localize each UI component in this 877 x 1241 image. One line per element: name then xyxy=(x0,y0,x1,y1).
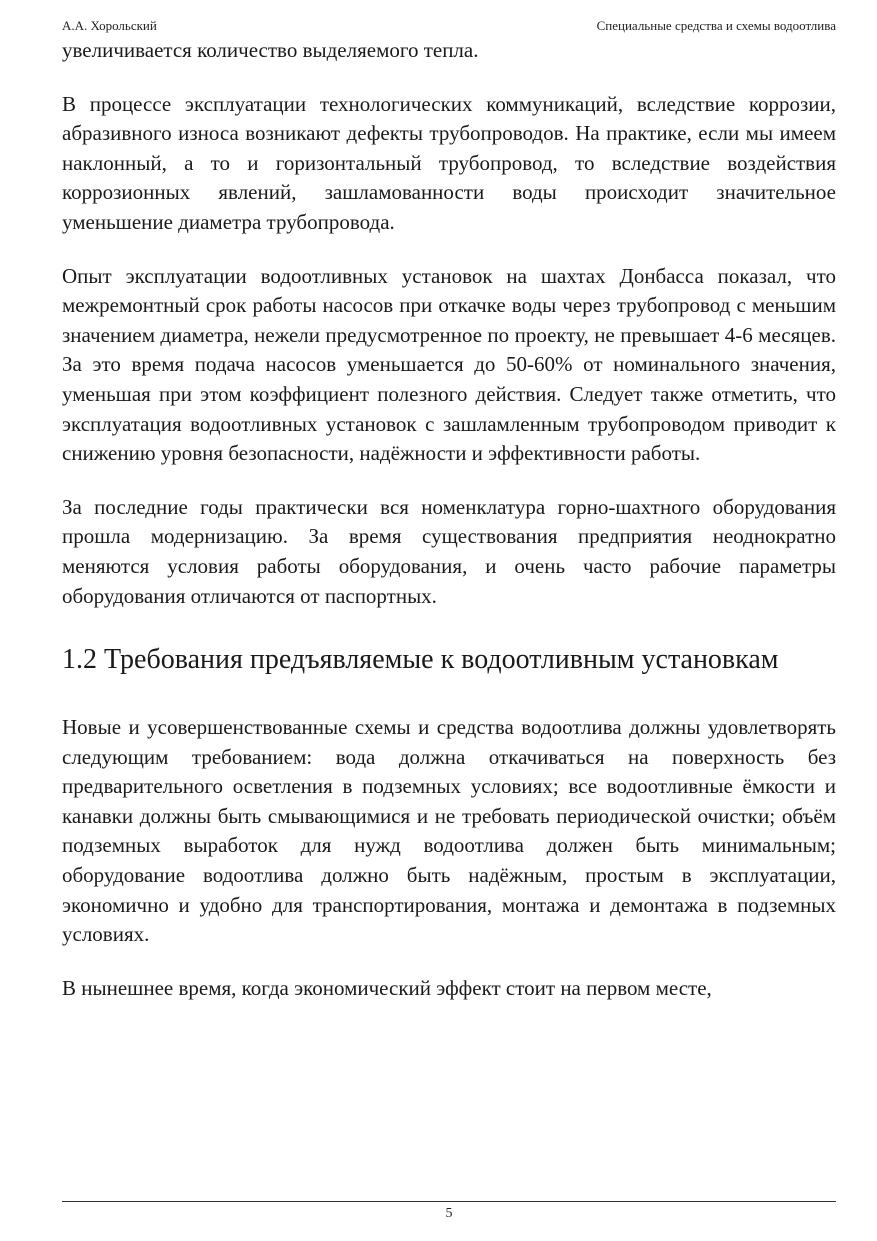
paragraph-economic-effect: В нынешнее время, когда экономический эффект стоит на первом месте, xyxy=(62,975,712,1000)
paragraph-pipeline-defects: В процессе эксплуатации технологических коммуникаций, вследствие коррозии, абразивного износа возникают дефекты трубопроводов. На практике, если мы имеем наклонный, а то и горизонтальный трубопровод, то вследствие воздействия коррозионных явлений, зашламованности воды происходит значительное уменьшение диаметра трубопровода. xyxy=(62,91,836,234)
paragraph-requirements: Новые и усовершенствованные схемы и средства водоотлива должны удовлетворять следующим требованием: вода должна откачиваться на поверхность без предварительного осветления в подземных условиях; все водоотливные ёмкости и канавки должны быть смывающимися и не требовать периодической очистки; объём подземных выработок для нужд водоотлива должен быть минимальным; оборудование водоотлива должно быть надёжным, простым в эксплуатации, экономично и удобно для транспортирования, монтажа и демонтажа в подземных условиях. xyxy=(62,715,836,947)
footer-divider xyxy=(62,1201,836,1202)
header-title: Специальные средства и схемы водоотлива xyxy=(596,18,836,33)
page-header xyxy=(62,16,836,36)
paragraph-modernization: За последние годы практически вся номенклатура горно-шахтного оборудования прошла модернизацию. За время существования предприятия неоднократно меняются условия работы оборудования, и очень часто рабочие параметры оборудования отличаются от паспортных. xyxy=(62,494,836,608)
paragraph-continuation: увеличивается количество выделяемого тепла. xyxy=(62,38,479,62)
section-heading: 1.2 Требования предъявляемые к водоотливным установкам xyxy=(62,644,779,676)
page-body xyxy=(62,36,836,1003)
header-author: А.А. Хорольский xyxy=(62,18,157,33)
paragraph-donbass-experience: Опыт эксплуатации водоотливных установок на шахтах Донбасса показал, что межремонтный срок работы насосов при откачке воды через трубопровод с меньшим значением диаметра, нежели предусмотренное по проекту, не превышает 4-6 месяцев. За это время подача насосов уменьшается до 50-60% от номинального значения, уменьшая при этом коэффициент полезного действия. Следует также отметить, что эксплуатация водоотливных установок с зашламленным трубопроводом приводит к снижению уровня безопасности, надёжности и эффективности работы. xyxy=(62,263,836,466)
page-number: 5 xyxy=(445,1206,453,1221)
